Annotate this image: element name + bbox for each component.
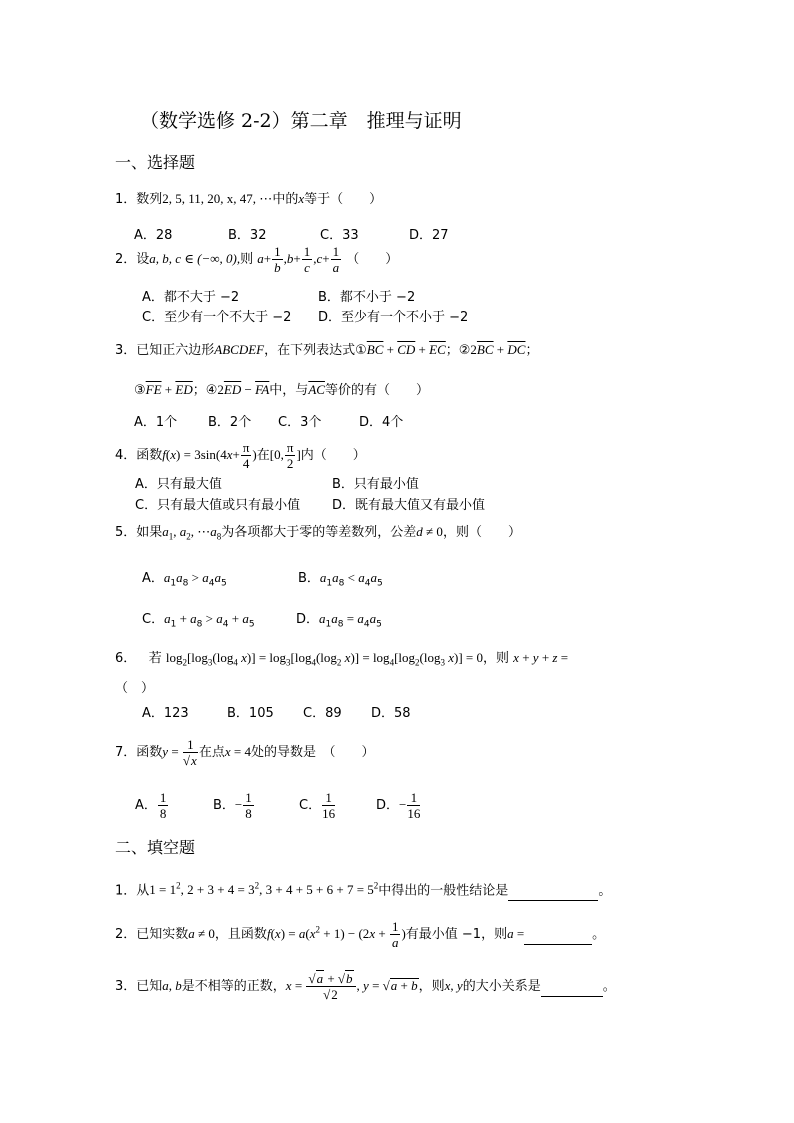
question-3-line-2: $③\overline{FE} + \overline{ED}$；$④2\overline{ED} - \overline{FA}$中，与$\overline{AC}$等价的有（ ） [134, 382, 429, 398]
question-1: 1．数列2, 5, 11, 20, x, 47, ⋯中的x等于（ ） [115, 191, 383, 207]
fill-question-2: 2．已知实数a ≠ 0，且函数$f(x) = a(x^2 + 1) - (2x$ + $\frac{1}{a}$ )有最小值 −1，则a = 。 [115, 919, 606, 950]
q5-option-d: D．$a_1a_8 = a_4a_5$ [296, 611, 382, 630]
question-6: 6． 若 $\log_2[\log_3(\log_4$ $x)] = \log_3[\log_4(\log_2$ $x)] = \log_4[\log_2(\log_3$ x)] = 0，则 x + y + z = [115, 650, 569, 668]
question-4: 4．函数f(x) = 3sin(4x+ $\frac{\pi}{4}$ )在[0, $\frac{\pi}{2}$ ]内（ ） [115, 440, 366, 471]
q4-option-c: C．只有最大值或只有最小值 [135, 498, 301, 513]
fill-question-1: 1．从$1 = 1^2$, $2 + 3 + 4 = 3^2$, $3 + 4 + 5 + 6 + 7 = 5^2$中得出的一般性结论是 。 [115, 877, 611, 901]
q4-option-b: B．只有最小值 [332, 477, 419, 492]
q2-option-b: B．都不小于 −2 [318, 290, 416, 305]
question-7: 7．函数y = $\frac{1}{√x}$ 在点x = 4处的导数是 （ ） [115, 737, 375, 768]
q6-option-a: A．123 [142, 706, 189, 721]
q7-option-a: A． $\frac{1}{8}$ [135, 790, 167, 821]
q6-option-c: C．89 [303, 706, 342, 721]
question-6-paren: （ ） [115, 681, 155, 696]
q1-option-b: B．32 [228, 228, 267, 243]
q5-option-b: B．$a_1a_8 < a_4a_5$ [298, 570, 383, 589]
q7-option-c: C． $\frac{1}{16}$ [299, 790, 336, 821]
q3-option-d: D．4个 [359, 415, 404, 430]
q5-option-c: C．$a_1 + a_8 > a_4 + a_5$ [142, 611, 255, 630]
q6-option-b: B．105 [227, 706, 274, 721]
q2-option-c: C．至少有一个不大于 −2 [142, 310, 292, 325]
q3-option-b: B．2个 [208, 415, 252, 430]
q2-option-d: D．至少有一个不小于 −2 [318, 310, 469, 325]
q3-option-a: A．1个 [134, 415, 178, 430]
question-2: 2．设a, b, c ∈ (−∞, 0),则 a+ $\frac{1}{b}$ ,b+ $\frac{1}{c}$ ,c+ $\frac{1}{a}$ （ ） [115, 244, 399, 275]
section-heading-fill: 二、填空题 [115, 838, 196, 857]
question-5: 5．如果$a_1$, $a_2$, $\cdots a_8$为各项都大于零的等差数列，公差d ≠ 0，则（ ） [115, 524, 521, 542]
q1-option-d: D．27 [409, 228, 449, 243]
section-heading-choice: 一、选择题 [115, 153, 196, 172]
q6-option-d: D．58 [371, 706, 411, 721]
q1-option-c: C．33 [320, 228, 359, 243]
answer-blank-2[interactable] [524, 926, 592, 945]
q5-option-a: A．$a_1a_8 > a_4a_5$ [142, 570, 227, 589]
answer-blank-3[interactable] [541, 978, 603, 997]
answer-blank-1[interactable] [508, 882, 598, 901]
q4-option-d: D．既有最大值又有最小值 [332, 498, 486, 513]
q3-option-c: C．3个 [278, 415, 322, 430]
page-title: （数学选修 2-2）第二章 推理与证明 [140, 110, 462, 132]
q2-option-a: A．都不大于 −2 [142, 290, 240, 305]
q4-option-a: A．只有最大值 [135, 477, 222, 492]
q7-option-d: D．− $\frac{1}{16}$ [376, 790, 421, 821]
fill-question-3: 3．已知a, b是不相等的正数，x = $\frac{√a + √b}{√2}$ , y = √a + b，则x, y的大小关系是 。 [115, 971, 616, 1002]
q1-option-a: A．28 [134, 228, 173, 243]
question-3: 3．已知正六边形ABCDEF，在下列表达式$①\overline{BC} + \overline{CD} + \overline{EC}$；$②2\overline{BC} + \overline{DC}$； [115, 342, 539, 358]
q7-option-b: B．− $\frac{1}{8}$ [213, 790, 252, 821]
